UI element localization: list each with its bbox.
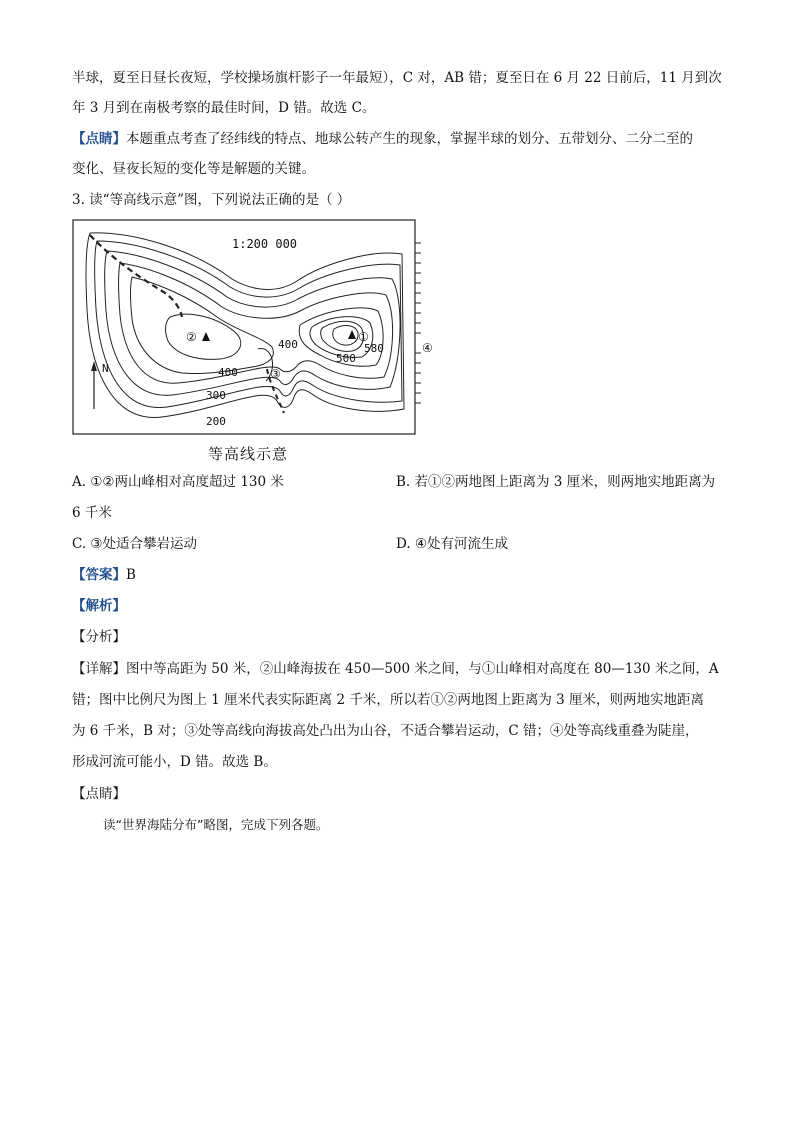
text-line: 年 3 月到在南极考察的最佳时间，D 错。故选 C。 (72, 100, 376, 116)
elev-500: 500 (336, 352, 356, 365)
option-d: D. ④处有河流生成 (396, 536, 509, 552)
text-line: 半球，夏至日昼长夜短，学校操场旗杆影子一年最短），C 对，AB 错；夏至日在 6 月 22 日前后，11 月到次 (72, 70, 722, 86)
answer-line (72, 565, 136, 585)
dianjing-paragraph (72, 129, 693, 149)
map-frame (73, 220, 415, 434)
option-a: A. ①②两山峰相对高度超过 130 米 (72, 474, 284, 490)
elev-400-left: 400 (218, 366, 238, 379)
marker-3: ③ (270, 367, 281, 381)
elev-400-saddle: 400 (278, 338, 298, 351)
answer-tag: 【答案】 (72, 567, 126, 583)
cliff-hatching (415, 235, 421, 419)
dianjing-tag-2: 【点睛】 (72, 786, 126, 802)
option-b: B. 若①②两地图上距离为 3 厘米，则两地实地距离为 (396, 474, 716, 490)
option-b-continued: 6 千米 (72, 505, 112, 521)
text-line: 为 6 千米，B 对；③处等高线向海拔高处凸出为山谷，不适合攀岩运动，C 错；④处等高线重叠为陡崖， (72, 723, 699, 739)
text-line: 形成河流可能小，D 错。故选 B。 (72, 754, 277, 770)
scale-label: 1:200 000 (232, 237, 298, 251)
figure-caption: 等高线示意 (208, 445, 289, 463)
xiangjie-text: 图中等高距为 50 米，②山峰海拔在 450—500 米之间，与①山峰相对高度在 80—130 米之间，A (126, 661, 719, 677)
answer-value: B (126, 567, 136, 583)
question-3: 3. 读“等高线示意”图，下列说法正确的是（ ） (72, 192, 351, 208)
dianjing-tag: 【点睛】 (72, 131, 126, 147)
xiangjie-tag: 【详解】 (72, 661, 126, 677)
xiangjie-paragraph (72, 659, 719, 679)
dianjing-text: 本题重点考查了经纬线的特点、地球公转产生的现象，掌握半球的划分、五带划分、二分二至的 (126, 131, 693, 147)
elev-200: 200 (206, 415, 226, 428)
fenxi-tag: 【分析】 (72, 629, 126, 645)
elev-300: 300 (206, 389, 226, 402)
text-line: 错；图中比例尺为图上 1 厘米代表实际距离 2 千米，所以若①②两地图上距离为 3 厘米，则两地实地距离 (72, 692, 705, 708)
marker-2: ② (186, 330, 197, 344)
next-question-intro: 读“世界海陆分布”略图，完成下列各题。 (103, 817, 329, 832)
jiexi-tag: 【解析】 (72, 598, 126, 614)
elev-580: 580 (364, 342, 384, 355)
text-line: 变化、昼夜长短的变化等是解题的关键。 (72, 161, 315, 177)
option-c: C. ③处适合攀岩运动 (72, 536, 198, 552)
marker-1: ① (358, 330, 369, 344)
contour-map (72, 219, 433, 435)
marker-4: ④ (422, 341, 433, 355)
north-label: N (102, 362, 109, 375)
